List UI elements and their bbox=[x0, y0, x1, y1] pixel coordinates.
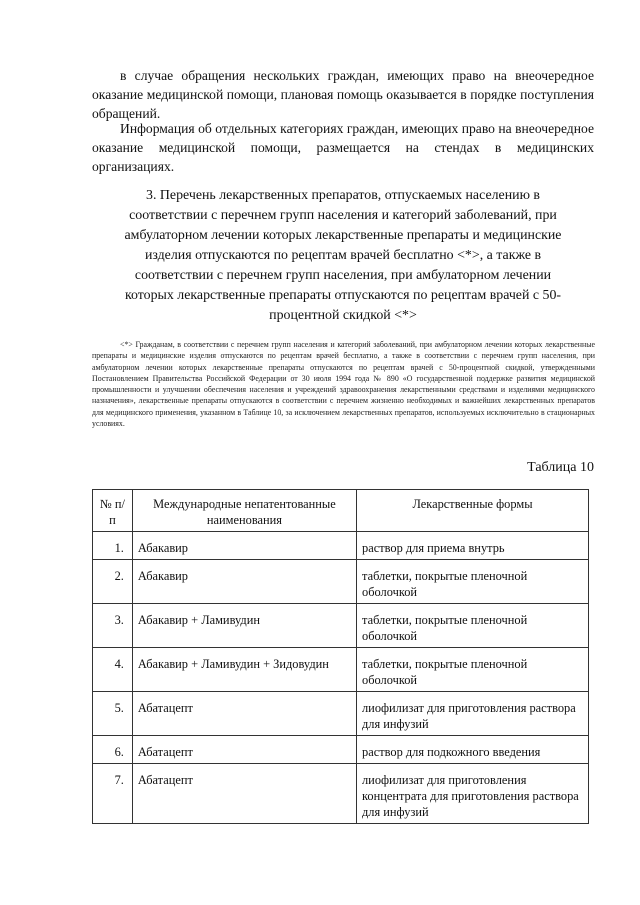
row-number: 6. bbox=[93, 736, 133, 764]
table-row bbox=[93, 560, 589, 604]
drug-name: Абакавир + Ламивудин + Зидовудин bbox=[132, 648, 356, 692]
drug-form: раствор для приема внутрь bbox=[357, 532, 589, 560]
footnote: <*> Гражданам, в соответствии с перечнем групп населения и категорий заболеваний, при амбулаторном лечении которых лекарственные препараты и медицинские изделия отпускаются по рецептам врачей бесплатно, а также в соответствии с перечнем групп населения, при амбулаторном лечении которых лекарственные препараты отпускаются по рецептам врачей с 50-процентной скидкой, утвержденными Постановлением Правительства Российской Федерации от 30 июля 1994 года № 890 «О государственной поддержке развития медицинской промышленности и улучшении обеспечения населения и учреждений здравоохранения лекарственными средствами и изделиями медицинского назначения», лекарственные препараты отпускаются в соответствии с перечнем жизненно необходимых и важнейших лекарственных препаратов для медицинского применения, указанном в Таблице 10, за исключением лекарственных препаратов, используемых исключительно в стационарных условиях. bbox=[92, 340, 595, 429]
header-forms: Лекарственные формы bbox=[357, 490, 589, 532]
drug-table bbox=[92, 489, 589, 824]
paragraph-order-of-requests: в случае обращения нескольких граждан, имеющих право на внеочередное оказание медицинской помощи, плановая помощь оказывается в порядке поступления обращений. bbox=[92, 68, 594, 121]
drug-form: таблетки, покрытые пленочной оболочкой bbox=[357, 604, 589, 648]
drug-form: таблетки, покрытые пленочной оболочкой bbox=[357, 560, 589, 604]
drug-form: лиофилизат для приготовления раствора для инфузий bbox=[357, 692, 589, 736]
drug-name: Абатацепт bbox=[132, 736, 356, 764]
table-header-row bbox=[93, 490, 589, 532]
table-row bbox=[93, 692, 589, 736]
table-row bbox=[93, 604, 589, 648]
drug-name: Абатацепт bbox=[132, 692, 356, 736]
row-number: 3. bbox=[93, 604, 133, 648]
table-caption: Таблица 10 bbox=[527, 460, 594, 475]
row-number: 5. bbox=[93, 692, 133, 736]
paragraph-information-placement: Информация об отдельных категориях граждан, имеющих право на внеочередное оказание медицинской помощи, размещается на стендах в медицинских организациях. bbox=[92, 121, 594, 174]
drug-name: Абакавир bbox=[132, 560, 356, 604]
table-row bbox=[93, 764, 589, 824]
drug-name: Абакавир + Ламивудин bbox=[132, 604, 356, 648]
drug-name: Абатацепт bbox=[132, 764, 356, 824]
table-row bbox=[93, 648, 589, 692]
drug-form: таблетки, покрытые пленочной оболочкой bbox=[357, 648, 589, 692]
header-number: № п/п bbox=[93, 490, 133, 532]
drug-name: Абакавир bbox=[132, 532, 356, 560]
drug-form: раствор для подкожного введения bbox=[357, 736, 589, 764]
table-row bbox=[93, 532, 589, 560]
drug-form: лиофилизат для приготовления концентрата для приготовления раствора для инфузий bbox=[357, 764, 589, 824]
row-number: 1. bbox=[93, 532, 133, 560]
section-heading: 3. Перечень лекарственных препаратов, отпускаемых населению в соответствии с перечнем групп населения и категорий заболеваний, при амбулаторном лечении которых лекарственные препараты и медицинские изделия отпускаются по рецептам врачей бесплатно <*>, а также в соответствии с перечнем групп населения, при амбулаторном лечении которых лекарственные препараты отпускаются по рецептам врачей с 50-процентной скидкой <*> bbox=[124, 188, 562, 323]
row-number: 4. bbox=[93, 648, 133, 692]
table-row bbox=[93, 736, 589, 764]
row-number: 2. bbox=[93, 560, 133, 604]
row-number: 7. bbox=[93, 764, 133, 824]
header-inn: Международные непатентованные наименования bbox=[132, 490, 356, 532]
